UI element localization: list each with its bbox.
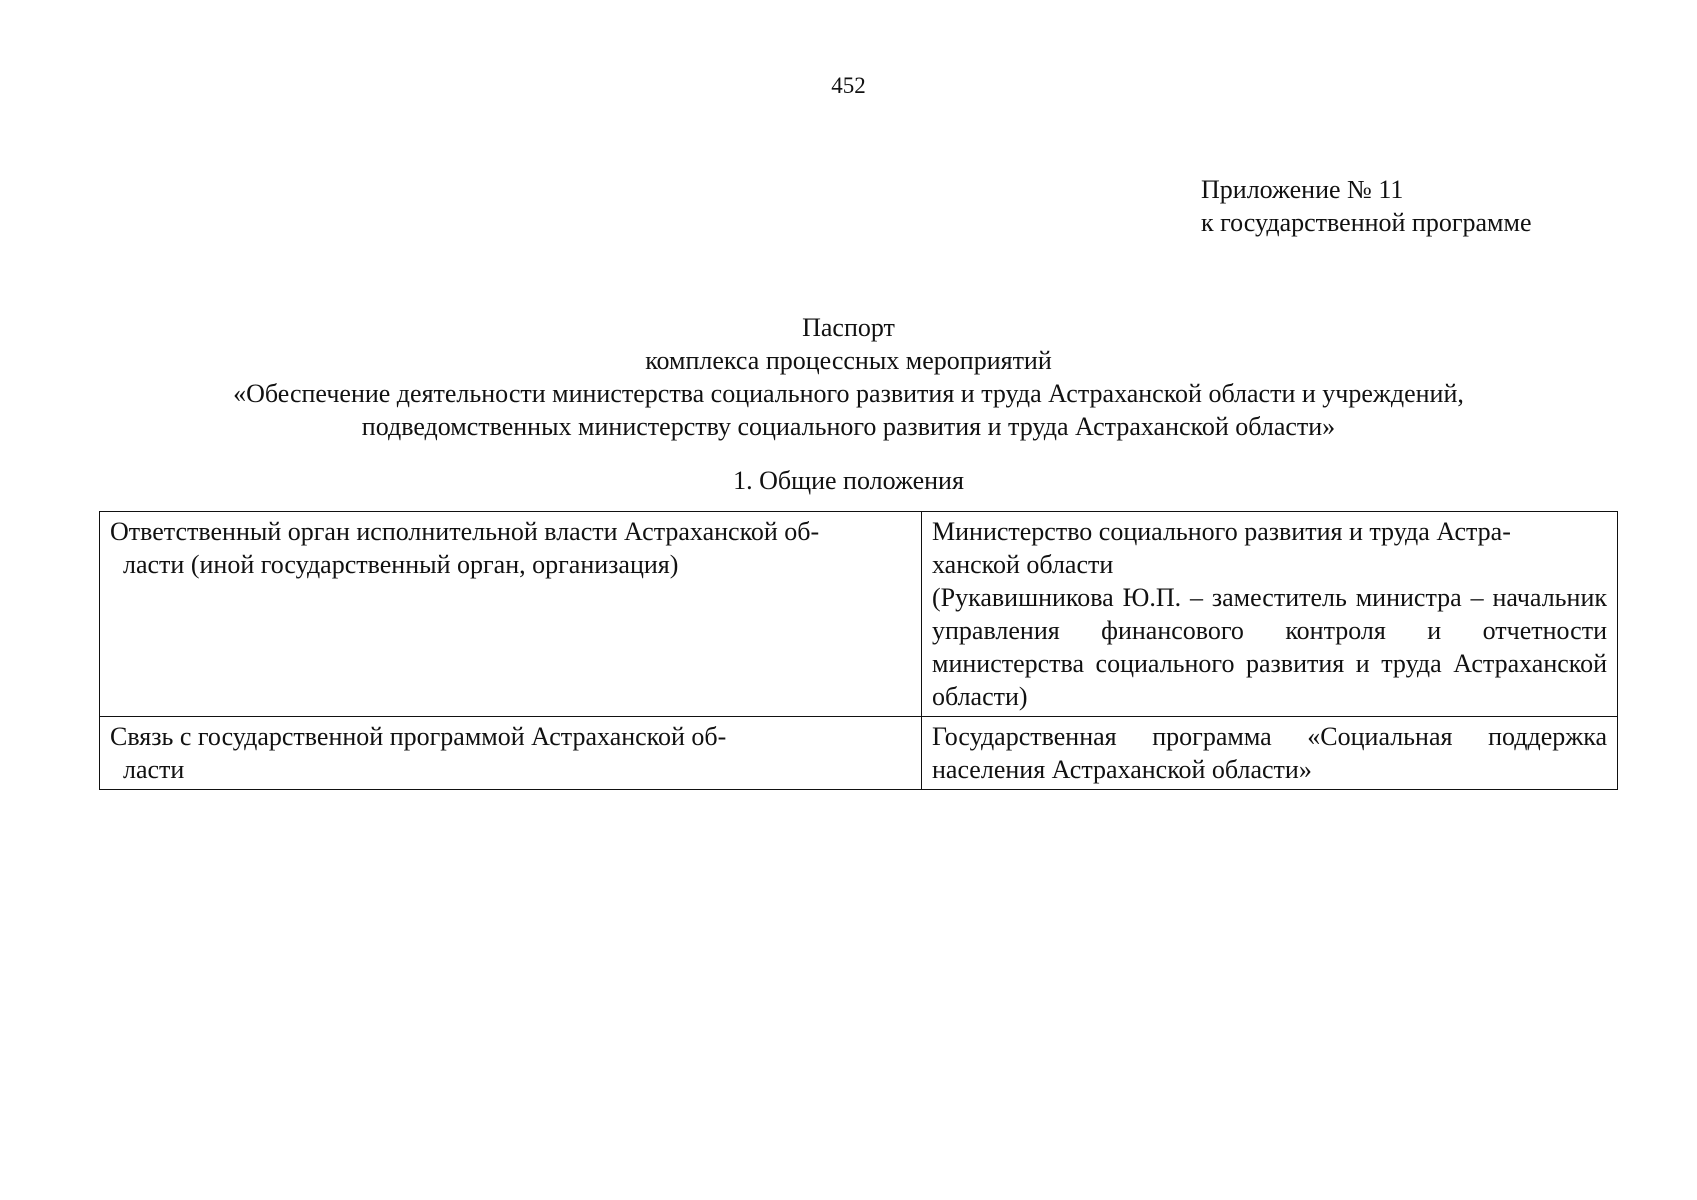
row-label-line-2: ласти xyxy=(123,755,185,784)
row-value-cell xyxy=(922,512,1618,717)
row-label-cell xyxy=(100,717,922,790)
row-value-line-1: Министерство социального развития и труда Астра- xyxy=(932,517,1511,546)
row-label-line-1: Ответственный орган исполнительной власти Астраханской об- xyxy=(110,517,820,546)
appendix-line-2: к государственной программе xyxy=(1201,208,1532,237)
title-line-2: комплекса процессных мероприятий xyxy=(645,346,1052,375)
row-label-cell xyxy=(100,512,922,717)
table-row xyxy=(100,512,1618,717)
row-value-paragraph: Государственная программа «Социальная поддержка населения Астраханской области» xyxy=(932,722,1607,784)
section-heading: 1. Общие положения xyxy=(733,466,964,495)
appendix-note xyxy=(1201,173,1532,239)
row-value-cell xyxy=(922,717,1618,790)
title-line-3: «Обеспечение деятельности министерства социального развития и труда Астраханской области и учреждений, xyxy=(233,379,1464,408)
row-label-line-1: Связь с государственной программой Астраханской об- xyxy=(110,722,727,751)
page-number: 452 xyxy=(831,73,866,98)
table-row xyxy=(100,717,1618,790)
row-value-line-2: ханской области xyxy=(932,550,1114,579)
title-line-4: подведомственных министерству социального развития и труда Астраханской области» xyxy=(361,412,1336,441)
row-value-paragraph: (Рукавишникова Ю.П. – заместитель министра – начальник управления финансового контроля и отчетности министерства социального развития и труда Астраханской области) xyxy=(932,583,1607,711)
document-title xyxy=(0,311,1697,443)
row-label-line-2: ласти (иной государственный орган, организация) xyxy=(123,550,679,579)
appendix-line-1: Приложение № 11 xyxy=(1201,175,1404,204)
passport-table xyxy=(99,511,1618,790)
title-line-1: Паспорт xyxy=(802,313,895,342)
